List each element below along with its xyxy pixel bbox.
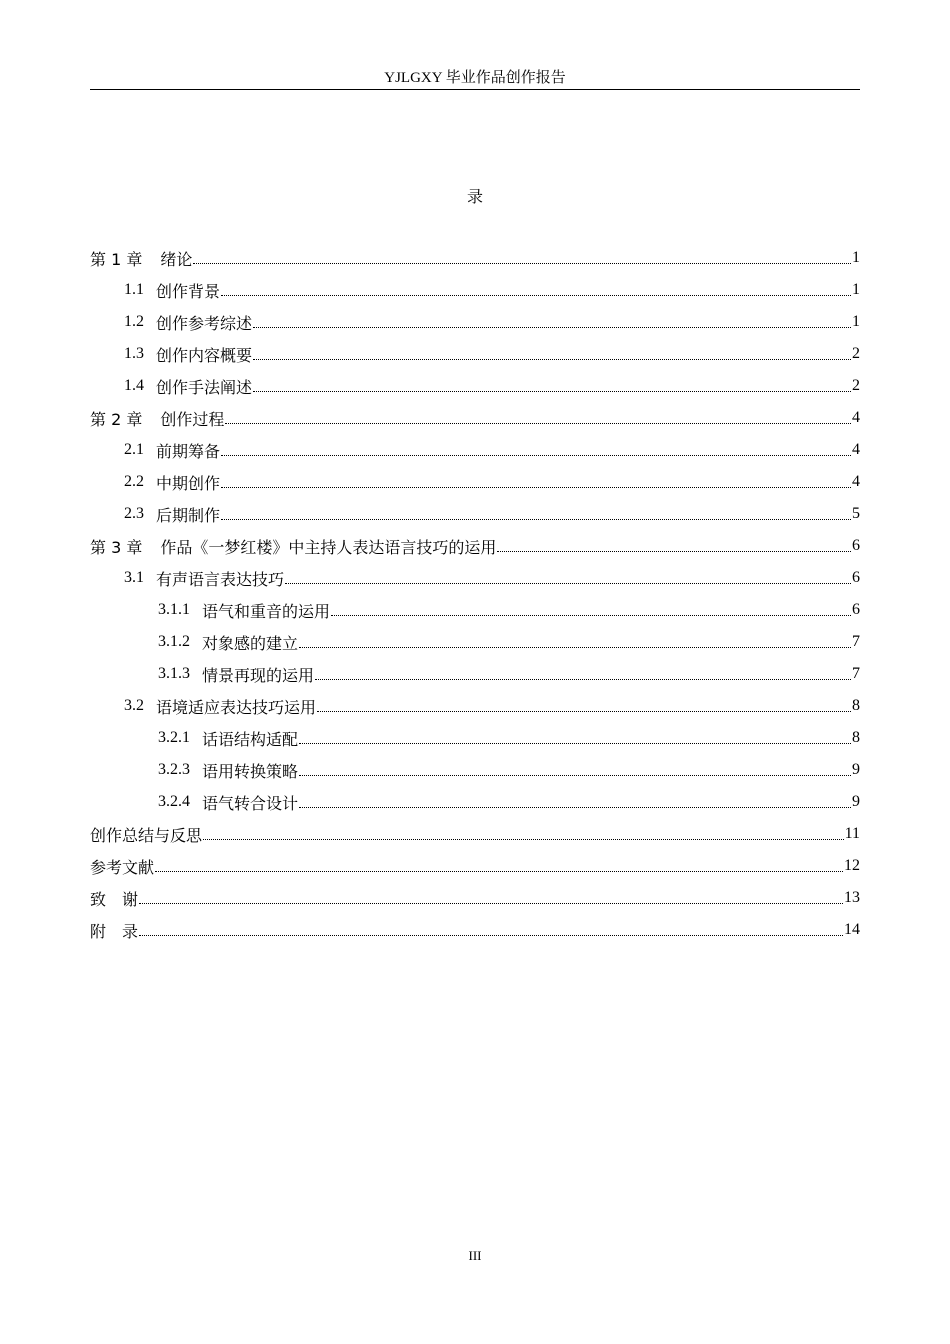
toc-dot-leader <box>285 583 851 584</box>
toc-dot-leader <box>253 327 851 328</box>
toc-entry-label: 中期创作 <box>156 475 221 493</box>
toc-entry[interactable] <box>90 658 860 690</box>
toc-entry-page: 7 <box>852 665 860 682</box>
toc-entry[interactable] <box>90 690 860 722</box>
toc-entry-label: 话语结构适配 <box>202 731 299 749</box>
toc-entry-page: 9 <box>852 761 860 778</box>
toc-dot-leader <box>221 519 851 520</box>
toc-entry-number: 3.2.4 <box>158 793 190 810</box>
toc-entry-label: 情景再现的运用 <box>202 667 315 685</box>
toc-entry-page: 11 <box>844 825 860 842</box>
toc-dot-leader <box>253 391 851 392</box>
toc-entry-number: 3.1.3 <box>158 665 190 682</box>
toc-dot-leader <box>193 263 851 264</box>
toc-entry-page: 1 <box>852 313 860 330</box>
toc-dot-leader <box>299 743 851 744</box>
toc-entry-page: 4 <box>852 473 860 490</box>
toc-entry-number: 2.1 <box>124 441 144 458</box>
toc-entry[interactable] <box>90 274 860 306</box>
toc-dot-leader <box>221 487 851 488</box>
toc-entry-label: 创作总结与反思 <box>90 825 203 845</box>
toc-entry[interactable] <box>90 370 860 402</box>
toc-dot-leader <box>225 423 851 424</box>
toc-entry-number: 2.3 <box>124 505 144 522</box>
table-of-contents <box>90 242 860 946</box>
toc-entry-page: 7 <box>852 633 860 650</box>
toc-entry-number: 1.3 <box>124 345 144 362</box>
toc-entry-label: 创作内容概要 <box>156 347 253 365</box>
page-header: YJLGXY 毕业作品创作报告 <box>384 70 566 86</box>
toc-entry-label: 后期制作 <box>156 507 221 525</box>
toc-entry-label: 语用转换策略 <box>202 763 299 781</box>
toc-dot-leader <box>317 711 851 712</box>
toc-entry[interactable] <box>90 754 860 786</box>
toc-entry-number: 3.2 <box>124 697 144 714</box>
toc-dot-leader <box>139 935 843 936</box>
toc-entry-number: 第 3 章 <box>90 537 143 557</box>
toc-entry-page: 6 <box>852 601 860 618</box>
toc-entry[interactable] <box>90 402 860 434</box>
toc-entry-label: 创作背景 <box>156 283 221 301</box>
toc-entry-label: 前期筹备 <box>156 443 221 461</box>
toc-entry-label: 创作参考综述 <box>156 315 253 333</box>
toc-entry-number: 3.2.3 <box>158 761 190 778</box>
toc-entry[interactable] <box>90 498 860 530</box>
toc-dot-leader <box>497 551 851 552</box>
toc-entry[interactable] <box>90 594 860 626</box>
toc-entry-number: 3.2.1 <box>158 729 190 746</box>
toc-dot-leader <box>299 807 851 808</box>
toc-entry[interactable] <box>90 914 860 946</box>
toc-title: 录 <box>466 187 483 206</box>
toc-entry-page: 14 <box>844 921 860 938</box>
toc-entry[interactable] <box>90 818 860 850</box>
toc-entry[interactable] <box>90 466 860 498</box>
toc-entry-label: 致 谢 <box>90 889 139 909</box>
toc-entry-label: 有声语言表达技巧 <box>156 571 285 589</box>
toc-entry-page: 13 <box>844 889 860 906</box>
toc-dot-leader <box>331 615 851 616</box>
toc-entry[interactable] <box>90 626 860 658</box>
toc-entry-label: 创作过程 <box>160 409 225 429</box>
toc-entry-page: 6 <box>852 569 860 586</box>
toc-entry[interactable] <box>90 434 860 466</box>
toc-entry-page: 12 <box>844 857 860 874</box>
toc-entry-page: 6 <box>852 537 860 554</box>
page-number: III <box>468 1248 482 1263</box>
toc-dot-leader <box>253 359 851 360</box>
toc-entry-label: 附 录 <box>90 921 139 941</box>
toc-entry-page: 8 <box>852 697 860 714</box>
toc-entry-number: 3.1.1 <box>158 601 190 618</box>
toc-entry-page: 8 <box>852 729 860 746</box>
toc-entry-label: 语境适应表达技巧运用 <box>156 699 317 717</box>
header-rule <box>90 89 860 90</box>
toc-dot-leader <box>221 455 851 456</box>
toc-entry-page: 1 <box>852 281 860 298</box>
toc-entry-page: 9 <box>852 793 860 810</box>
toc-entry-label: 参考文献 <box>90 857 155 877</box>
toc-entry-page: 2 <box>852 345 860 362</box>
toc-entry-page: 2 <box>852 377 860 394</box>
toc-entry-page: 4 <box>852 441 860 458</box>
toc-entry[interactable] <box>90 850 860 882</box>
toc-entry-label: 语气转合设计 <box>202 795 299 813</box>
toc-entry-number: 1.1 <box>124 281 144 298</box>
toc-entry-label: 语气和重音的运用 <box>202 603 331 621</box>
toc-entry-number: 1.4 <box>124 377 144 394</box>
toc-entry-number: 3.1.2 <box>158 633 190 650</box>
toc-entry-number: 3.1 <box>124 569 144 586</box>
toc-entry-label: 作品《一梦红楼》中主持人表达语言技巧的运用 <box>160 537 497 557</box>
toc-dot-leader <box>315 679 851 680</box>
toc-entry-number: 第 2 章 <box>90 409 143 429</box>
toc-entry[interactable] <box>90 530 860 562</box>
toc-dot-leader <box>155 871 843 872</box>
toc-entry[interactable] <box>90 722 860 754</box>
toc-entry[interactable] <box>90 242 860 274</box>
toc-dot-leader <box>299 775 851 776</box>
toc-entry[interactable] <box>90 562 860 594</box>
toc-entry[interactable] <box>90 786 860 818</box>
toc-entry-page: 5 <box>852 505 860 522</box>
toc-entry[interactable] <box>90 306 860 338</box>
toc-entry-number: 1.2 <box>124 313 144 330</box>
toc-entry-number: 第 1 章 <box>90 249 143 269</box>
toc-entry[interactable] <box>90 882 860 914</box>
toc-entry-label: 对象感的建立 <box>202 635 299 653</box>
toc-dot-leader <box>203 839 844 840</box>
toc-dot-leader <box>139 903 843 904</box>
toc-entry-label: 创作手法阐述 <box>156 379 253 397</box>
toc-entry-page: 1 <box>852 249 860 266</box>
toc-entry[interactable] <box>90 338 860 370</box>
toc-dot-leader <box>221 295 851 296</box>
toc-dot-leader <box>299 647 851 648</box>
toc-entry-label: 绪论 <box>160 249 193 269</box>
toc-entry-number: 2.2 <box>124 473 144 490</box>
toc-entry-page: 4 <box>852 409 860 426</box>
